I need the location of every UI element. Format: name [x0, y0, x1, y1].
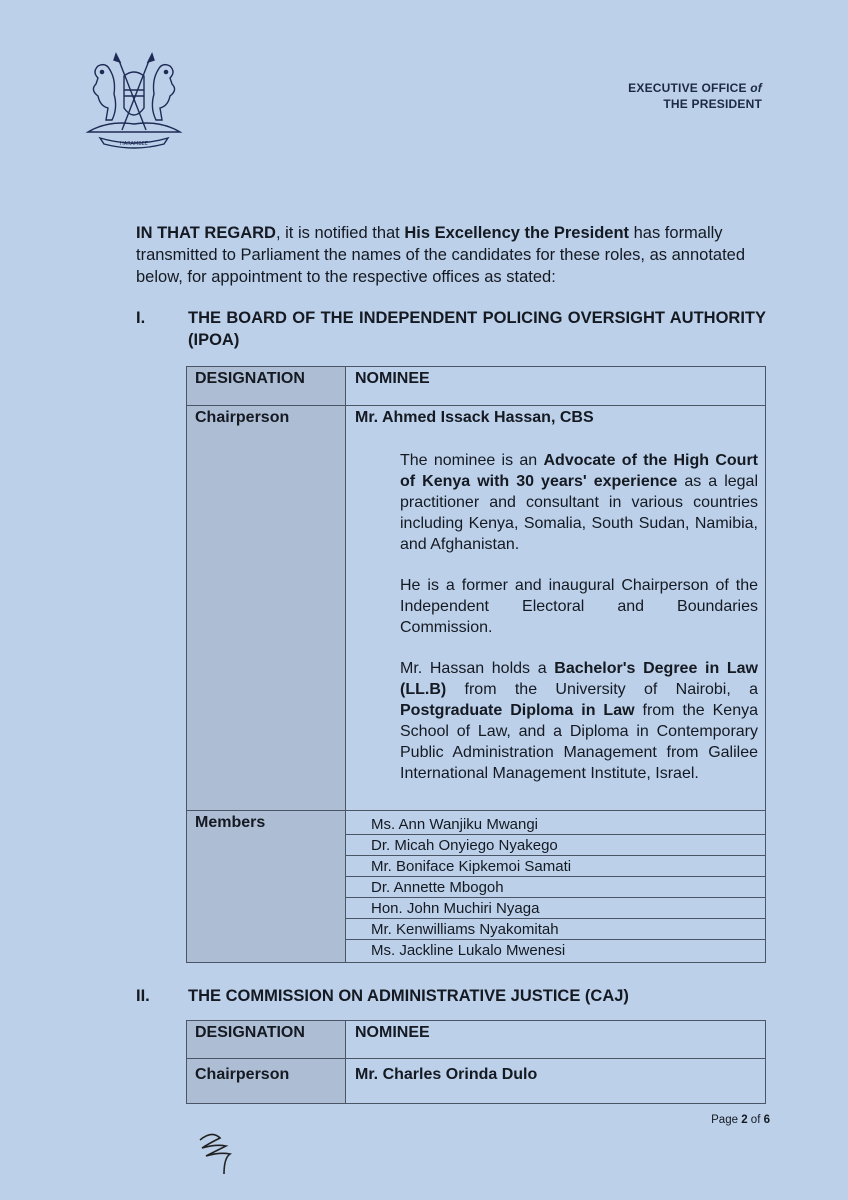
bio-p3-d: Postgraduate Diploma in Law — [400, 702, 635, 719]
intro-lead: IN THAT REGARD — [136, 224, 276, 242]
s1-col-nominee: NOMINEE — [355, 370, 430, 387]
bio-p3-b: Bachelor's Degree in Law (LL.B) — [400, 660, 759, 698]
s2-chair-label: Chairperson — [195, 1066, 290, 1083]
kenya-coat-of-arms-emblem — [78, 50, 190, 150]
s1-col-designation: DESIGNATION — [195, 370, 305, 387]
s2-col-nominee: NOMINEE — [355, 1024, 430, 1041]
member-row: Mr. Boniface Kipkemoi Samati — [346, 856, 766, 877]
bio-paragraph-2: He is a former and inaugural Chairperson of the Independent Electoral and Boundaries Commission. — [400, 577, 758, 636]
office-of: of — [750, 81, 762, 95]
intro-paragraph — [136, 222, 766, 288]
s1-chair-label: Chairperson — [195, 409, 290, 426]
bio-paragraph-3 — [400, 658, 758, 784]
section2-title: THE COMMISSION ON ADMINISTRATIVE JUSTICE (CAJ) — [188, 987, 629, 1005]
intro-part1: , it is notified that — [275, 224, 405, 242]
office-line1: EXECUTIVE OFFICE — [628, 81, 747, 95]
section1-number: I. — [136, 309, 146, 327]
member-row: Dr. Micah Onyiego Nyakego — [346, 835, 766, 856]
bio-p3-c: from the University of Nairobi, a — [446, 681, 758, 698]
member-row: Mr. Kenwilliams Nyakomitah — [346, 919, 766, 940]
bio-p3-e: from the Kenya School of Law, and a Diploma in Contemporary Public Administration Management from Galilee International Management Institute, Israel. — [400, 702, 759, 782]
bio-p3-a: Mr. Hassan holds a — [400, 660, 555, 677]
page-of: of — [747, 1114, 764, 1126]
s1-chair-name: Mr. Ahmed Issack Hassan, CBS — [355, 409, 594, 426]
bio-paragraph-1 — [400, 450, 758, 555]
member-row: Hon. John Muchiri Nyaga — [346, 898, 766, 919]
intro-president: His Excellency the President — [404, 224, 630, 242]
s1-chair-designation-cell — [186, 405, 346, 811]
bio-p1-b: Advocate of the High Court of Kenya with 30 years' experience — [400, 452, 758, 490]
member-row: Dr. Annette Mbogoh — [346, 877, 766, 898]
page-total: 6 — [763, 1114, 770, 1126]
office-line2: THE PRESIDENT — [663, 97, 762, 111]
s2-col-designation: DESIGNATION — [195, 1024, 305, 1041]
initials-signature-mark — [194, 1126, 244, 1176]
s1-members-label: Members — [195, 814, 266, 831]
intro-part2: has formally transmitted to Parliament the names of the candidates for these roles, as annotated below, for appointment to the respective offices as stated: — [136, 224, 746, 286]
page-current: 2 — [741, 1114, 748, 1126]
s1-members-designation-cell — [186, 810, 346, 963]
bio-p1-a: The nominee is an — [400, 452, 544, 469]
s2-chair-name: Mr. Charles Orinda Dulo — [355, 1066, 538, 1083]
member-row: Ms. Jackline Lukalo Mwenesi — [371, 942, 566, 959]
office-heading — [628, 80, 762, 112]
s1-chair-bio — [400, 450, 758, 804]
page-number — [711, 1114, 770, 1126]
bio-p1-c: as a legal practitioner and consultant in various countries including Kenya, Somalia, South Sudan, Namibia, and Afghanistan. — [400, 473, 759, 553]
member-row: Ms. Ann Wanjiku Mwangi — [346, 814, 766, 835]
page-prefix: Page — [711, 1114, 742, 1126]
section1-heading — [136, 307, 766, 351]
section2-number: II. — [136, 987, 150, 1005]
section2-heading — [136, 985, 766, 1007]
section1-title: THE BOARD OF THE INDEPENDENT POLICING OVERSIGHT AUTHORITY (IPOA) — [188, 309, 766, 349]
emblem-motto: HARAMBEE — [120, 141, 148, 147]
